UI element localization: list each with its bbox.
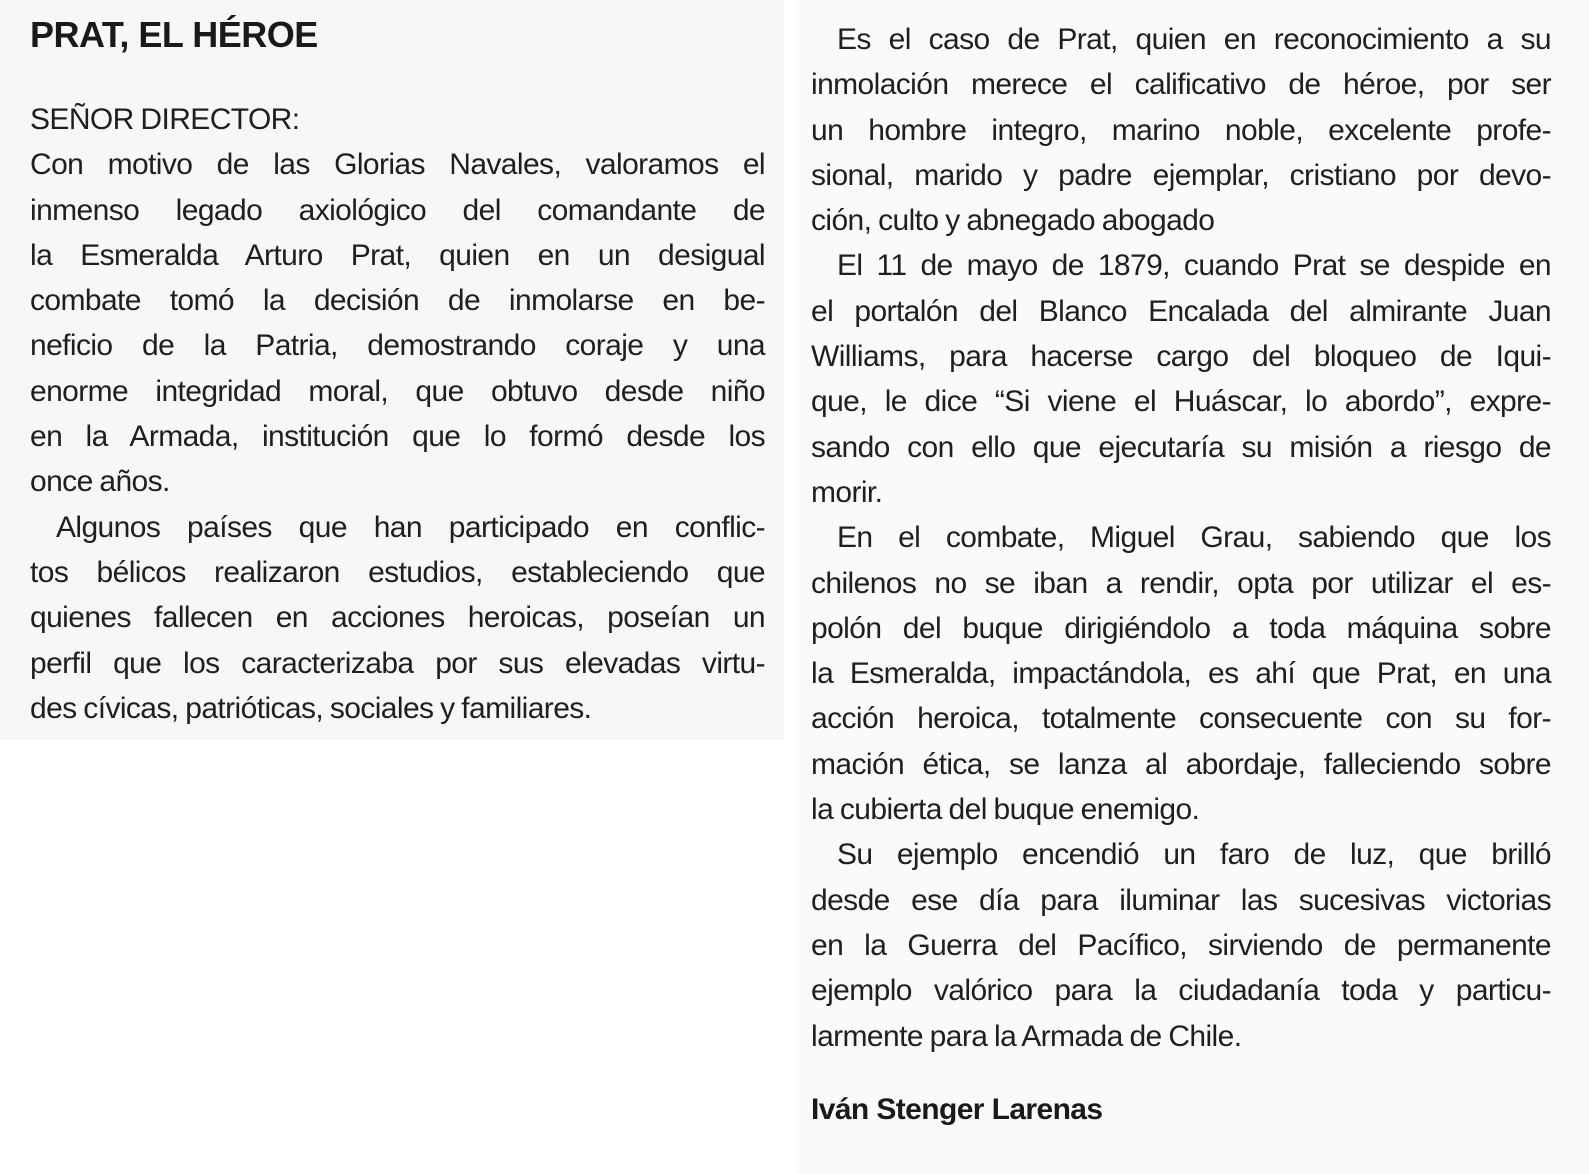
- text-line: combate tomó la decisión de inmolarse en be-: [30, 284, 765, 318]
- text-line: Es el caso de Prat, quien en reconocimiento a su: [837, 23, 1551, 56]
- left-column-text: [30, 97, 765, 731]
- text-line: inmenso legado axiológico del comandante de: [30, 193, 765, 227]
- text-line: mación ética, se lanza al abordaje, falleciendo sobre: [811, 747, 1551, 781]
- text-line: la Esmeralda, impactándola, es ahí que Prat, en una: [811, 657, 1551, 691]
- right-column: [797, 0, 1589, 1174]
- salutation-line: SEÑOR DIRECTOR:: [30, 103, 300, 136]
- text-line: polón del buque dirigiéndolo a toda máquina sobre: [811, 611, 1551, 645]
- right-column-text: [811, 17, 1551, 1059]
- text-line: tos bélicos realizaron estudios, estableciendo que: [30, 555, 765, 589]
- text-line: Con motivo de las Glorias Navales, valoramos el: [30, 148, 765, 182]
- text-line: un hombre integro, marino noble, excelente profe-: [811, 113, 1551, 147]
- text-line: acción heroica, totalmente consecuente con su for-: [811, 702, 1551, 736]
- text-line: el portalón del Blanco Encalada del almirante Juan: [811, 294, 1551, 328]
- text-line: sando con ello que ejecutaría su misión a riesgo de: [811, 430, 1551, 464]
- text-line: quienes fallecen en acciones heroicas, poseían un: [30, 601, 765, 635]
- text-line: Su ejemplo encendió un faro de luz, que brilló: [837, 838, 1551, 872]
- text-line: que, le dice “Si viene el Huáscar, lo abordo”, expre-: [811, 385, 1551, 419]
- text-line: larmente para la Armada de Chile.: [811, 1019, 1242, 1053]
- text-line: Algunos países que han participado en conflic-: [56, 510, 765, 544]
- text-line: once años.: [30, 465, 170, 499]
- text-line: El 11 de mayo de 1879, cuando Prat se despide en: [837, 249, 1551, 283]
- text-line: neficio de la Patria, demostrando coraje y una: [30, 329, 765, 363]
- text-line: en la Armada, institución que lo formó desde los: [30, 420, 765, 454]
- text-line: En el combate, Miguel Grau, sabiendo que los: [837, 521, 1551, 555]
- text-line: inmolación merece el calificativo de héroe, por ser: [811, 68, 1551, 102]
- text-line: en la Guerra del Pacífico, sirviendo de permanente: [811, 928, 1551, 962]
- text-line: la Esmeralda Arturo Prat, quien en un desigual: [30, 238, 765, 272]
- text-line: sional, marido y padre ejemplar, cristiano por devo-: [811, 158, 1551, 192]
- text-line: morir.: [811, 475, 883, 509]
- text-line: Williams, para hacerse cargo del bloqueo de Iqui-: [811, 340, 1551, 374]
- author-signature: Iván Stenger Larenas: [811, 1093, 1103, 1126]
- text-line: chilenos no se iban a rendir, opta por utilizar el es-: [811, 566, 1551, 600]
- text-line: enorme integridad moral, que obtuvo desde niño: [30, 374, 765, 408]
- left-column: [0, 0, 784, 740]
- text-line: des cívicas, patrióticas, sociales y familiares.: [30, 691, 592, 725]
- article-title: PRAT, EL HÉROE: [30, 14, 318, 55]
- text-line: ejemplo valórico para la ciudadanía toda y particu-: [811, 974, 1551, 1008]
- text-line: la cubierta del buque enemigo.: [811, 793, 1200, 827]
- text-line: desde ese día para iluminar las sucesivas victorias: [811, 883, 1551, 917]
- text-line: ción, culto y abnegado abogado: [811, 204, 1215, 238]
- text-line: perfil que los caracterizaba por sus elevadas virtu-: [30, 646, 765, 680]
